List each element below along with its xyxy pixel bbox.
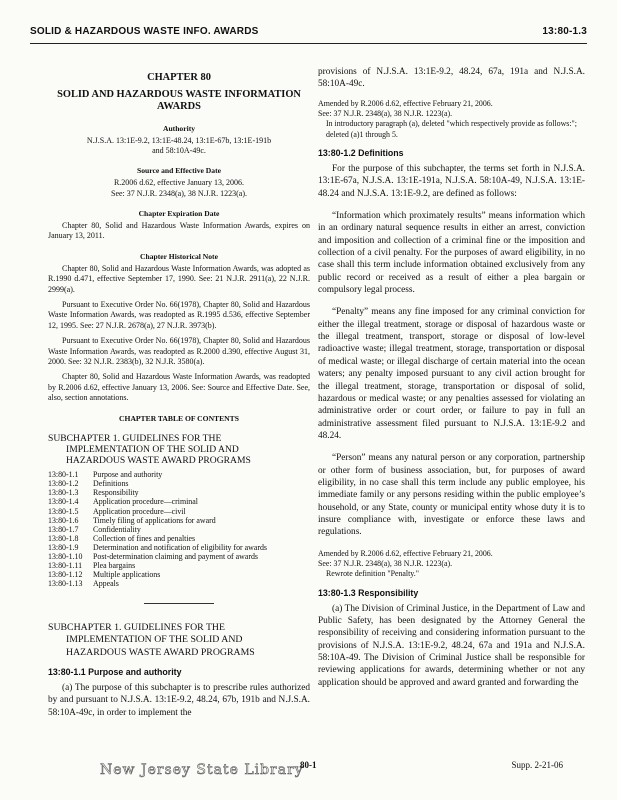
toc-entry-title: Appeals [93, 579, 119, 589]
section-heading-1-2: 13:80-1.2 Definitions [318, 147, 404, 158]
toc-entry-number: 13:80-1.4 [48, 497, 79, 507]
toc-entry [48, 507, 310, 516]
amendment-line: Rewrote definition "Penalty." [326, 569, 419, 579]
authority-text: N.J.S.A. 13:1E-9.2, 13:1E-48.24, 13:1E-67b, 13:1E-191b and 58:10A-49c. [86, 135, 272, 155]
toc-entry-title: Confidentiality [93, 524, 141, 534]
section-divider [144, 603, 214, 604]
amendment-line: Amended by R.2006 d.62, effective February 21, 2006. [318, 548, 493, 558]
history-heading: Chapter Historical Note [140, 251, 218, 261]
toc-entry-title: Determination and notification of eligibility for awards [93, 542, 267, 552]
amendment-note [318, 99, 585, 140]
definitions-intro: For the purpose of this subchapter, the terms set forth in N.J.S.A. 13:1E-67a, N.J.S.A. 13:1E-191a, N.J.S.A. 58:10A-49, N.J.S.A. 13:1E-48.24 and N.J.S.A. 13:1E-9.2, are defined as follows: [318, 163, 585, 199]
authority-heading: Authority [162, 123, 196, 133]
toc-entry [48, 497, 310, 506]
toc-entry-number: 13:80-1.6 [48, 515, 79, 525]
toc-entry [48, 516, 310, 525]
toc-entry [48, 570, 310, 579]
toc-entry [48, 470, 310, 479]
history-paragraph: Chapter 80, Solid and Hazardous Waste Information Awards, was adopted as R.1990 d.471, effective September 17, 1990. See: 21 N.J.R. 2911(a), 22 N.J.R. 2999(a). [48, 263, 310, 294]
running-header [30, 26, 587, 37]
subchapter-title [48, 622, 310, 659]
definition-information: “Information which proximately results” means information which in an ordinary natural sequence results in either an arrest, conviction and imposition and collection of a criminal fine or the imposition and collection of a civil penalty. For the purposes of award eligibility, in no case shall this term include information obtained exclusively from any public record or received as a result of either a plea bargain or compulsory legal process. [318, 210, 585, 296]
subchapter-line: IMPLEMENTATION OF THE SOLID AND [66, 634, 243, 646]
chapter-title: SOLID AND HAZARDOUS WASTE INFORMATION AWARDS [57, 89, 301, 113]
toc-entry-number: 13:80-1.2 [48, 479, 79, 489]
toc-entry-number: 13:80-1.1 [48, 470, 79, 480]
amendment-line: In introductory paragraph (a), deleted "which respectively provide as follows:"; deleted (a)1 through 5. [326, 119, 577, 139]
header-title: SOLID & HAZARDOUS WASTE INFO. AWARDS [30, 26, 259, 37]
toc-entry-title: Application procedure—criminal [93, 497, 198, 507]
definition-person: “Person” means any natural person or any corporation, partnership or other form of business association, but, for purposes of award eligibility, in no case shall this term include any public employee, his immediate family or any persons residing within the public employee’s household, or any State, county or municipal entity whose duty it is to insure compliance with, investigate or enforce these laws and regulations. [318, 453, 585, 538]
section-heading-1-3: 13:80-1.3 Responsibility [318, 587, 419, 598]
right-column [318, 66, 585, 699]
toc-entry-number: 13:80-1.7 [48, 524, 79, 534]
toc-subchapter-title [48, 433, 310, 467]
page-number: 80-1 [300, 760, 317, 770]
source-line-1: R.2006 d.62, effective January 13, 2006. [113, 178, 245, 188]
toc-entry-title: Purpose and authority [93, 470, 163, 480]
toc-entry-title: Plea bargains [93, 561, 136, 570]
toc-entry-title: Timely filing of applications for award [93, 515, 216, 525]
header-section-number: 13:80-1.3 [542, 26, 587, 37]
toc-entry [48, 525, 310, 534]
source-heading: Source and Effective Date [136, 166, 221, 176]
toc-subchapter-line: IMPLEMENTATION OF THE SOLID AND [66, 443, 239, 455]
toc-entry [48, 543, 310, 552]
subchapter-line: SUBCHAPTER 1. GUIDELINES FOR THE [48, 622, 225, 634]
amendment-note [318, 549, 585, 580]
toc-entry [48, 479, 310, 488]
toc-entry [48, 488, 310, 497]
amendment-line: See: 37 N.J.R. 2348(a), 38 N.J.R. 1223(a). [318, 559, 453, 569]
toc-entry [48, 561, 310, 570]
chapter-number: CHAPTER 80 [147, 72, 211, 83]
amendment-line: Amended by R.2006 d.62, effective February 21, 2006. [318, 98, 493, 108]
toc-entry [48, 552, 310, 561]
section-heading-1-1: 13:80-1.1 Purpose and authority [48, 666, 182, 677]
supplement-date: Supp. 2-21-06 [511, 760, 563, 770]
toc-entry-title: Multiple applications [93, 570, 161, 580]
history-notes [48, 264, 310, 404]
toc-entry-number: 13:80-1.9 [48, 542, 79, 552]
definition-penalty: “Penalty” means any fine imposed for any criminal conviction for either the illegal treatment, storage or disposal of hazardous waste or the illegal treatment, transport, storage or disposal of low-level radioactive waste; illegal treatment, storage, transportation or disposal of medical waste; or illegal discharge of certain material into the ocean waters; any penalty imposed pursuant to any civil action brought for the illegal treatment, storage, transportation or disposal of solid, hazardous or medical waste; or any penalties assessed for violating an administrative order or court order, or failure to pay in full an administrative assessment filed pursuant to N.J.S.A. 13:1E-9.2 and 48.24. [318, 307, 585, 441]
toc-entry-number: 13:80-1.8 [48, 533, 79, 543]
history-paragraph: Pursuant to Executive Order No. 66(1978), Chapter 80, Solid and Hazardous Waste Information Awards, was readopted as R.1995 d.536, effective September 12, 1995. See: 27 N.J.R. 2678(a), 27 N.J.R. 3973(b). [48, 300, 310, 330]
history-paragraph: Chapter 80, Solid and Hazardous Waste Information Awards, was readopted by R.2006 d.62, effective January 13, 2006. See: Source and Effective Date. See, also, section annotations. [48, 372, 310, 403]
subchapter-line: HAZARDOUS WASTE AWARD PROGRAMS [66, 646, 255, 658]
amendment-line: See: 37 N.J.R. 2348(a), 38 N.J.R. 1223(a). [318, 108, 453, 118]
toc-entry-title: Application procedure—civil [93, 506, 186, 516]
history-paragraph: Pursuant to Executive Order No. 66(1978), Chapter 80, Solid and Hazardous Waste Information Awards, was readopted as R.2000 d.390, effective August 31, 2000. See: 32 N.J.R. 2383(b), 32 N.J.R. 3580(a). [48, 336, 310, 366]
toc-subchapter-line: SUBCHAPTER 1. GUIDELINES FOR THE [48, 432, 222, 444]
section-1-1-text: (a) The purpose of this subchapter is to prescribe rules authorized by and pursuant to N.J.S.A. 13:1E-9.2, 48.24, 67b, 191b and N.J.S.A. 58:10A-49c, in order to implement the [48, 682, 310, 718]
toc-entry-number: 13:80-1.5 [48, 506, 79, 516]
source-line-2: See: 37 N.J.R. 2348(a), 38 N.J.R. 1223(a). [111, 188, 247, 198]
header-rule [30, 43, 587, 44]
toc-entry-number: 13:80-1.10 [48, 551, 83, 561]
toc-entry-number: 13:80-1.3 [48, 488, 79, 498]
section-1-3-text: (a) The Division of Criminal Justice, in the Department of Law and Public Safety, has been designated by the Attorney General the responsibility of receiving and considering information pursuant to the provisions of N.J.S.A. 13:1E-9.2, 48.24, 67a and 191a and N.J.S.A. 58:10A-49. The Division of Criminal Justice shall be responsible for reviewing applications for awards, determining whether or not any application should be approved and award granted and forwarding the [318, 603, 585, 688]
toc-entry-number: 13:80-1.12 [48, 570, 83, 580]
left-column [48, 66, 310, 729]
expiration-text: Chapter 80, Solid and Hazardous Waste Information Awards, expires on January 13, 2011. [48, 221, 310, 241]
expiration-heading: Chapter Expiration Date [138, 209, 220, 219]
toc-subchapter-line: HAZARDOUS WASTE AWARD PROGRAMS [66, 455, 251, 466]
toc-entry-title: Responsibility [93, 488, 139, 498]
toc-entry-number: 13:80-1.11 [48, 561, 83, 570]
toc-entry-title: Collection of fines and penalties [93, 533, 196, 543]
library-stamp: New Jersey State Library [100, 762, 304, 778]
toc-heading: CHAPTER TABLE OF CONTENTS [119, 413, 239, 423]
toc-entry [48, 534, 310, 543]
toc-entry-title: Definitions [93, 479, 129, 489]
toc-entry-number: 13:80-1.13 [48, 579, 83, 589]
toc-list [48, 470, 310, 588]
toc-entry [48, 579, 310, 588]
toc-entry-title: Post-determination claiming and payment of awards [93, 551, 259, 561]
continuation-text: provisions of N.J.S.A. 13:1E-9.2, 48.24, 67a, 191a and N.J.S.A. 58:10A-49c. [318, 67, 585, 90]
